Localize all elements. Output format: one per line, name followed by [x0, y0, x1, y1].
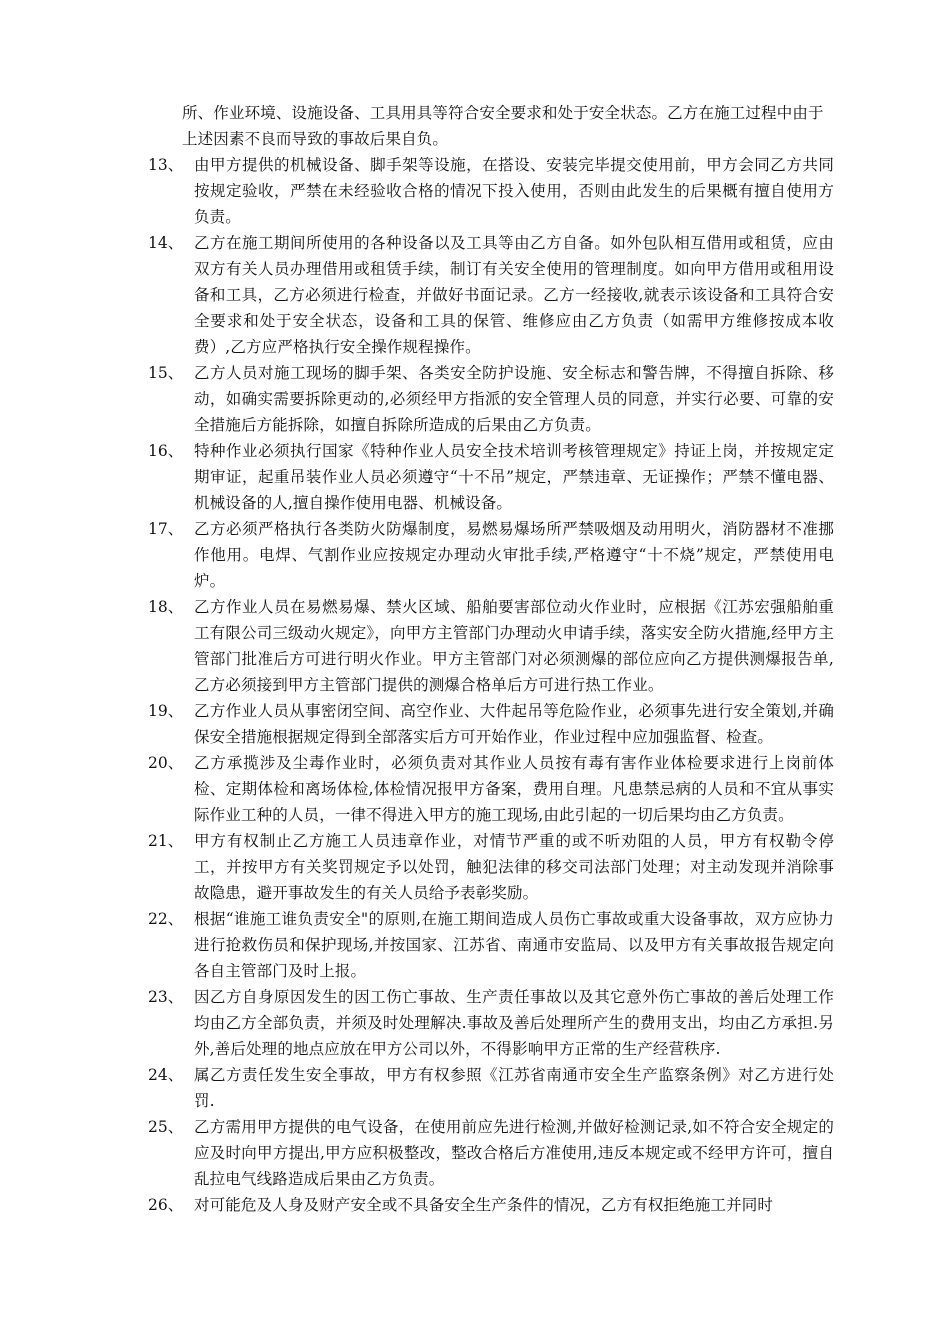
intro-paragraph: 所、作业环境、设施设备、工具用具等符合安全要求和处于安全状态。乙方在施工过程中由于上述因素不良而导致的事故后果自负。 [182, 104, 824, 148]
item-text: 乙方作业人员在易燃易爆、禁火区域、船舶要害部位动火作业时，应根据《江苏宏强船舶重工有限公司三级动火规定》，向甲方主管部门办理动火申请手续，落实安全防火措施,经甲方主管部门批准后方可进行明火作业。甲方主管部门对必须测爆的部位应向乙方提供测爆报告单,乙方必须接到甲方主管部门提供的测爆合格单后方可进行热工作业。 [194, 598, 834, 694]
item-number: 17、 [148, 520, 184, 538]
item-text: 乙方承揽涉及尘毒作业时，必须负责对其作业人员按有毒有害作业体检要求进行上岗前体检、定期体检和离场体检,体检情况报甲方备案，费用自理。凡患禁忌病的人员和不宜从事实际作业工种的人员，一律不得进入甲方的施工现场,由此引起的一切后果均由乙方负责。 [194, 754, 834, 824]
item-text: 由甲方提供的机械设备、脚手架等设施，在搭设、安装完毕提交使用前，甲方会同乙方共同按规定验收，严禁在未经验收合格的情况下投入使用，否则由此发生的后果概有擅自使用方负责。 [194, 156, 834, 226]
item-text: 乙方必须严格执行各类防火防爆制度，易燃易爆场所严禁吸烟及动用明火，消防器材不准挪作他用。电焊、气割作业应按规定办理动火审批手续,严格遵守“十不烧”规定，严禁使用电炉。 [194, 520, 834, 590]
item-text: 乙方需用甲方提供的电气设备，在使用前应先进行检测,并做好检测记录,如不符合安全规定的应及时向甲方提出,甲方应积极整改，整改合格后方准使用,违反本规定或不经甲方许可，擅自乱拉电气线路造成后果由乙方负责。 [194, 1118, 834, 1188]
item-text: 甲方有权制止乙方施工人员违章作业，对情节严重的或不听劝阻的人员，甲方有权勒令停工，并按甲方有关奖罚规定予以处罚，触犯法律的移交司法部门处理；对主动发现并消除事故隐患，避开事故发生的有关人员给予表彰奖励。 [194, 832, 834, 902]
item-number: 22、 [148, 910, 184, 928]
list-item [148, 984, 834, 1062]
list-item [148, 360, 834, 438]
list-item [148, 438, 834, 516]
item-number: 21、 [148, 832, 184, 850]
list-item [148, 906, 834, 984]
item-text: 乙方作业人员从事密闭空间、高空作业、大件起吊等危险作业，必须事先进行安全策划,并确保安全措施根据规定得到全部落实后方可开始作业，作业过程中应加强监督、检查。 [194, 702, 834, 746]
item-number: 14、 [148, 234, 184, 252]
item-number: 18、 [148, 598, 184, 616]
item-text: 乙方在施工期间所使用的各种设备以及工具等由乙方自备。如外包队相互借用或租赁，应由双方有关人员办理借用或租赁手续，制订有关安全使用的管理制度。如向甲方借用或租用设备和工具，乙方必须进行检查，并做好书面记录。乙方一经接收,就表示该设备和工具符合安全要求和处于安全状态，设备和工具的保管、维修应由乙方负责（如需甲方维修按成本收费）,乙方应严格执行安全操作规程操作。 [194, 234, 834, 356]
document-body [148, 100, 834, 1218]
list-item [148, 516, 834, 594]
item-number: 19、 [148, 702, 184, 720]
list-item [148, 152, 834, 230]
item-number: 13、 [148, 156, 184, 174]
list-item [148, 698, 834, 750]
list-item [148, 828, 834, 906]
item-number: 24、 [148, 1066, 184, 1084]
list-item [148, 1192, 834, 1218]
list-item [148, 750, 834, 828]
item-text: 对可能危及人身及财产安全或不具备安全生产条件的情况，乙方有权拒绝施工并同时 [194, 1196, 774, 1214]
item-text: 因乙方自身原因发生的因工伤亡事故、生产责任事故以及其它意外伤亡事故的善后处理工作均由乙方全部负责，并须及时处理解决.事故及善后处理所产生的费用支出，均由乙方承担.另外,善后处理的地点应放在甲方公司以外，不得影响甲方正常的生产经营秩序. [194, 988, 834, 1058]
item-number: 23、 [148, 988, 184, 1006]
item-text: 属乙方责任发生安全事故，甲方有权参照《江苏省南通市安全生产监察条例》对乙方进行处罚. [194, 1066, 834, 1110]
item-number: 25、 [148, 1118, 184, 1136]
list-item [148, 230, 834, 360]
list-item [148, 594, 834, 698]
item-number: 15、 [148, 364, 184, 382]
item-text: 乙方人员对施工现场的脚手架、各类安全防护设施、安全标志和警告牌，不得擅自拆除、移动，如确实需要拆除更动的,必须经甲方指派的安全管理人员的同意，并实行必要、可靠的安全措施后方能拆除，如擅自拆除所造成的后果由乙方负责。 [194, 364, 834, 434]
list-item [148, 1114, 834, 1192]
item-number: 20、 [148, 754, 184, 772]
item-number: 26、 [148, 1196, 184, 1214]
list-item [148, 1062, 834, 1114]
item-text: 特种作业必须执行国家《特种作业人员安全技术培训考核管理规定》持证上岗，并按规定定期审证，起重吊装作业人员必须遵守“十不吊”规定，严禁违章、无证操作；严禁不懂电器、机械设备的人,擅自操作使用电器、机械设备。 [194, 442, 834, 512]
item-number: 16、 [148, 442, 184, 460]
item-text: 根据“谁施工谁负责安全"的原则,在施工期间造成人员伤亡事故或重大设备事故，双方应协力进行抢救伤员和保护现场,并按国家、江苏省、南通市安监局、以及甲方有关事故报告规定向各自主管部门及时上报。 [194, 910, 834, 980]
